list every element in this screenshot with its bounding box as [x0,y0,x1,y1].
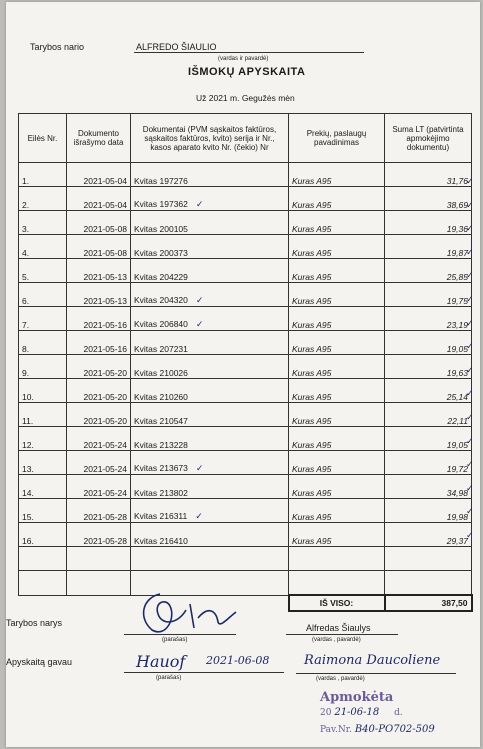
row-nr: 11. [19,403,67,427]
margin-checkmarks [466,170,478,548]
row-product: Kuras A95 [289,163,385,187]
table-row [19,235,472,259]
header-date: Dokumento išrašymo data [67,114,131,163]
row-date: 2021-05-24 [67,427,131,451]
row-date: 2021-05-04 [67,163,131,187]
table-row [19,187,472,211]
header-nr: Eilės Nr. [19,114,67,163]
table-row [19,475,472,499]
row-sum: 19,05 [385,331,472,355]
table-header-row [19,114,472,163]
row-product: Kuras A95 [289,475,385,499]
row-document: Kvitas 200373 [131,235,289,259]
member-name-caption-footer: (vardas , pavardė) [312,637,361,643]
row-sum: 19,05 [385,427,472,451]
council-label: Tarybos nario [30,42,85,52]
checkmark-icon: ✓ [466,529,474,540]
received-name-caption: (vardas , pavardė) [316,676,365,682]
table-row-empty [19,547,472,571]
row-product: Kuras A95 [289,331,385,355]
row-product: Kuras A95 [289,187,385,211]
checkmark-icon: ✓ [466,411,474,422]
row-nr: 3. [19,211,67,235]
checkmark-icon: ✓ [466,341,474,352]
empty-cell [19,571,67,596]
checkmark-icon: ✓ [466,223,474,234]
checkmark-icon: ✓ [466,459,474,470]
empty-cell [385,571,472,596]
paid-stamp-title: Apmokėta [320,690,394,705]
row-nr: 8. [19,331,67,355]
checkmark-icon: ✓ [466,317,474,328]
received-date: 2021-06-08 [206,654,270,667]
row-sum: 19,87 [385,235,472,259]
row-date: 2021-05-16 [67,307,131,331]
table-row [19,283,472,307]
paid-stamp-order-row [320,724,435,735]
row-document: Kvitas 210026 [131,355,289,379]
row-date: 2021-05-20 [67,403,131,427]
member-name: ALFREDO ŠIAULIO [134,42,364,53]
signature-caption: (parašas) [162,637,188,643]
received-signature: Hauof [136,652,186,671]
row-document: Kvitas 213228 [131,427,289,451]
row-sum: 19,75 [385,283,472,307]
row-product: Kuras A95 [289,499,385,523]
checkmark-icon: ✓ [195,464,204,474]
table-row [19,523,472,547]
empty-cell [289,571,385,596]
table-row [19,211,472,235]
checkmark-icon: ✓ [466,199,474,210]
checkmark-icon: ✓ [466,293,474,304]
row-document [131,451,289,475]
row-product: Kuras A95 [289,523,385,547]
header-product: Prekių, paslaugų pavadinimas [289,114,385,163]
row-sum: 38,69 [385,187,472,211]
empty-cell [67,547,131,571]
empty-cell [131,547,289,571]
stamp-date-value: 21-06-18 [334,707,380,718]
row-sum: 19,63 [385,355,472,379]
row-document: Kvitas 210260 [131,379,289,403]
table-row [19,499,472,523]
table-row [19,403,472,427]
row-nr: 10. [19,379,67,403]
row-product: Kuras A95 [289,211,385,235]
table-row [19,451,472,475]
row-document-text: Kvitas 216311 [134,511,188,521]
checkmark-icon: ✓ [195,200,204,210]
row-nr: 1. [19,163,67,187]
row-document-text: Kvitas 213673 [134,463,188,473]
row-product: Kuras A95 [289,403,385,427]
row-document: Kvitas 197276 [131,163,289,187]
row-document: Kvitas 200105 [131,211,289,235]
row-product: Kuras A95 [289,259,385,283]
table-row [19,163,472,187]
row-sum: 19,72 [385,451,472,475]
row-sum: 25,85 [385,259,472,283]
checkmark-icon: ✓ [466,435,474,446]
paid-stamp-date-row [320,707,403,718]
empty-cell [67,571,131,596]
row-document-text: Kvitas 206840 [134,319,188,329]
table-body [19,163,472,612]
stamp-order-prefix: Pav.Nr. [320,725,352,735]
total-label: IŠ VISO: [289,595,385,611]
row-document: Kvitas 204229 [131,259,289,283]
row-document [131,499,289,523]
empty-cell [385,547,472,571]
header-sum: Suma LT (patvirtinta apmokėjimo dokumentu) [385,114,472,163]
row-product: Kuras A95 [289,235,385,259]
row-sum: 23,19 [385,307,472,331]
received-name-line [296,673,456,674]
member-name-line [286,634,398,635]
row-nr: 6. [19,283,67,307]
row-document-text: Kvitas 204320 [134,295,188,305]
row-nr: 7. [19,307,67,331]
row-sum: 29,37 [385,523,472,547]
row-date: 2021-05-13 [67,283,131,307]
checkmark-icon: ✓ [195,512,203,522]
received-label: Apyskaitą gavau [6,657,73,667]
member-signature [132,588,252,640]
received-signature-line [124,672,284,673]
row-date: 2021-05-13 [67,259,131,283]
row-nr: 14. [19,475,67,499]
row-document [131,187,289,211]
row-nr: 16. [19,523,67,547]
member-name-caption: (vardas ir pavardė) [218,56,269,62]
row-date: 2021-05-20 [67,379,131,403]
received-signature-caption: (parašas) [156,675,182,681]
checkmark-icon: ✓ [466,176,474,186]
table-row [19,307,472,331]
checkmark-icon: ✓ [466,506,474,517]
row-date: 2021-05-16 [67,331,131,355]
checkmark-icon: ✓ [195,296,204,306]
row-date: 2021-05-04 [67,187,131,211]
checkmark-icon: ✓ [466,270,474,281]
row-document: Kvitas 213802 [131,475,289,499]
table-row [19,355,472,379]
empty-cell [289,547,385,571]
document-title: IŠMOKŲ APYSKAITA [188,66,306,78]
total-value: 387,50 [385,595,472,611]
member-label: Tarybos narys [6,618,63,628]
row-product: Kuras A95 [289,283,385,307]
expense-table [18,113,473,612]
row-product: Kuras A95 [289,379,385,403]
checkmark-icon: ✓ [466,388,474,399]
row-date: 2021-05-08 [67,211,131,235]
row-document [131,283,289,307]
row-document-text: Kvitas 197362 [134,199,188,209]
row-sum: 34,98 [385,475,472,499]
row-date: 2021-05-24 [67,475,131,499]
table-row [19,379,472,403]
received-name: Raimona Daucoliene [304,653,441,668]
period-label: Už 2021 m. Gegužės mėn [196,93,295,103]
stamp-date-suffix: d. [394,708,403,718]
table-row [19,259,472,283]
checkmark-icon: ✓ [195,320,204,330]
row-document: Kvitas 207231 [131,331,289,355]
row-sum: 31,76 [385,163,472,187]
row-nr: 13. [19,451,67,475]
row-date: 2021-05-28 [67,523,131,547]
checkmark-icon: ✓ [466,246,474,257]
row-product: Kuras A95 [289,355,385,379]
row-date: 2021-05-24 [67,451,131,475]
row-date: 2021-05-20 [67,355,131,379]
row-sum: 25,14 [385,379,472,403]
document-page [6,2,480,747]
table-row [19,427,472,451]
stamp-date-prefix: 20 [320,708,332,718]
row-sum: 19,36 [385,211,472,235]
empty-cell [19,547,67,571]
row-nr: 12. [19,427,67,451]
member-printed-name: Alfredas Šiaulys [306,623,371,633]
row-sum: 19,98 [385,499,472,523]
row-date: 2021-05-28 [67,499,131,523]
row-nr: 2. [19,187,67,211]
table-row [19,331,472,355]
checkmark-icon: ✓ [466,482,474,493]
row-product: Kuras A95 [289,427,385,451]
header-document: Dokumentai (PVM sąskaitos faktūros, sąskaitos faktūros, kvito) serija ir Nr., kasos aparato kvito Nr. (čekio) Nr [131,114,289,163]
checkmark-icon: ✓ [466,364,474,375]
row-nr: 15. [19,499,67,523]
row-sum: 22,11 [385,403,472,427]
row-document [131,307,289,331]
row-product: Kuras A95 [289,451,385,475]
row-date: 2021-05-08 [67,235,131,259]
row-document: Kvitas 216410 [131,523,289,547]
row-document: Kvitas 210547 [131,403,289,427]
row-nr: 4. [19,235,67,259]
row-product: Kuras A95 [289,307,385,331]
stamp-order-value: B40-PO702-509 [354,724,435,735]
row-nr: 9. [19,355,67,379]
row-nr: 5. [19,259,67,283]
